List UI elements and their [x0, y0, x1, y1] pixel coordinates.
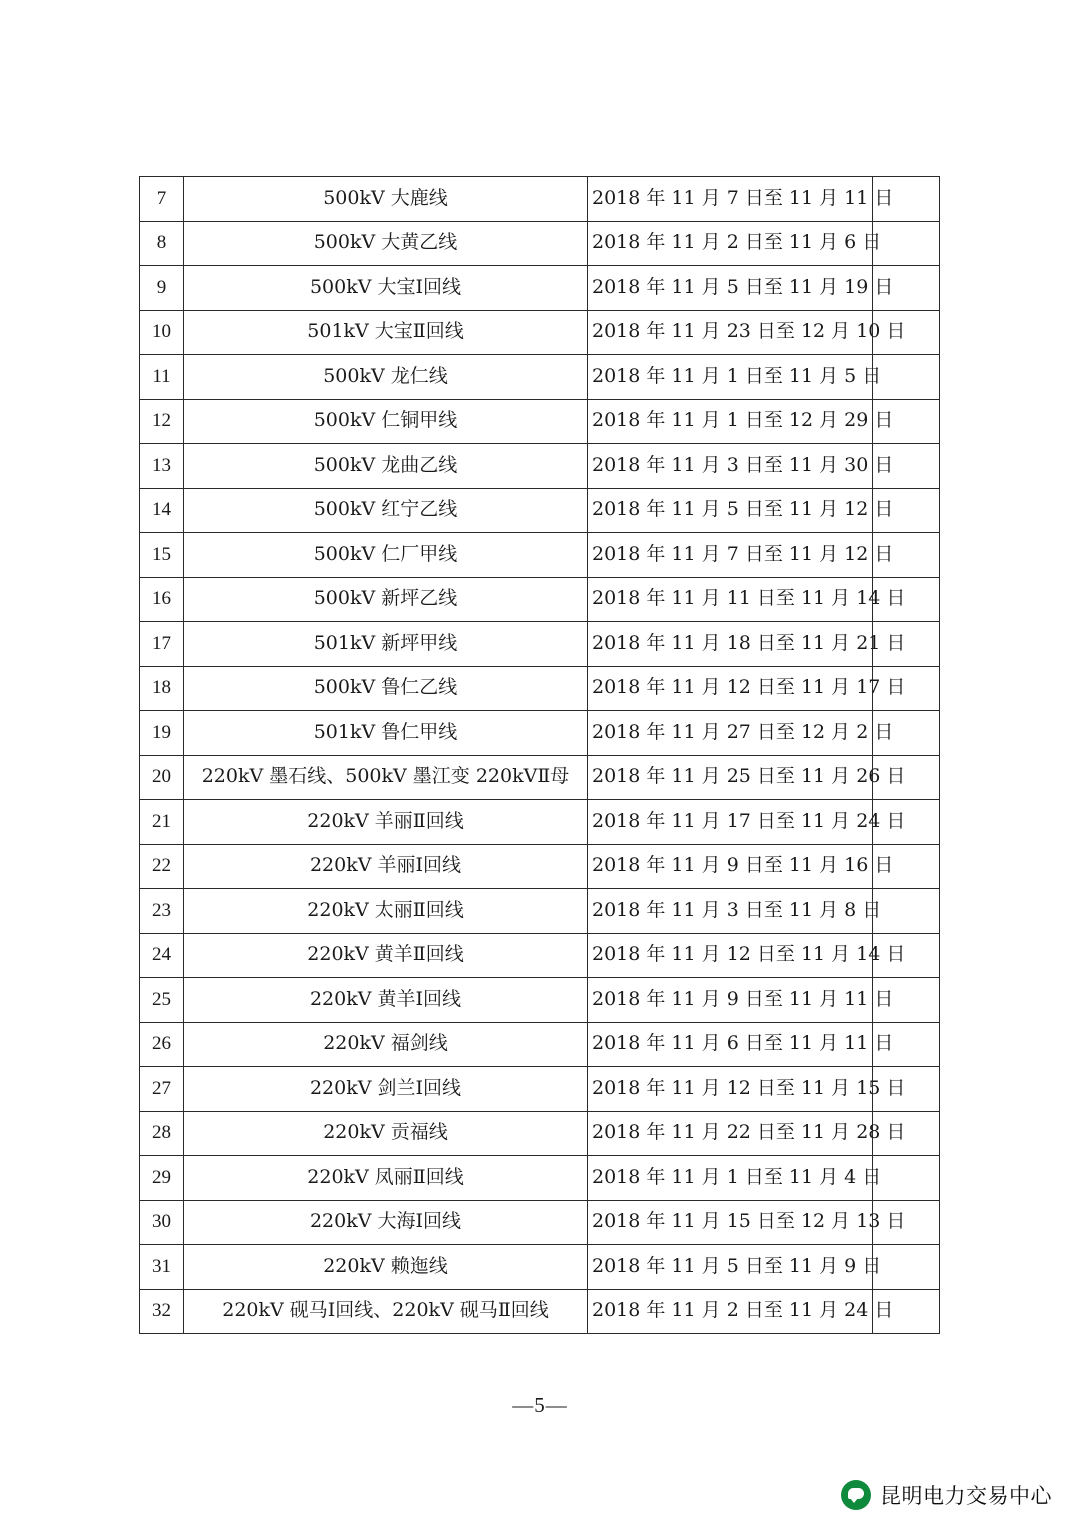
row-index: 16	[140, 577, 184, 622]
row-index: 29	[140, 1156, 184, 1201]
table-row	[140, 221, 940, 266]
outage-period: 2018 年 11 月 25 日至 11 月 26 日	[588, 755, 873, 800]
table-body	[140, 177, 940, 1334]
line-name: 220kV 贡福线	[184, 1111, 588, 1156]
table-row	[140, 1111, 940, 1156]
line-name: 220kV 剑兰Ⅰ回线	[184, 1067, 588, 1112]
line-name: 501kV 鲁仁甲线	[184, 711, 588, 756]
row-index: 28	[140, 1111, 184, 1156]
outage-period: 2018 年 11 月 7 日至 11 月 12 日	[588, 533, 873, 578]
row-index: 8	[140, 221, 184, 266]
line-name: 500kV 大黄乙线	[184, 221, 588, 266]
table-row	[140, 444, 940, 489]
outage-period: 2018 年 11 月 2 日至 11 月 6 日	[588, 221, 873, 266]
table-row	[140, 800, 940, 845]
remark-cell	[873, 221, 940, 266]
wechat-official-account-icon	[841, 1480, 871, 1510]
outage-period: 2018 年 11 月 5 日至 11 月 12 日	[588, 488, 873, 533]
outage-period: 2018 年 11 月 7 日至 11 月 11 日	[588, 177, 873, 222]
outage-period: 2018 年 11 月 1 日至 12 月 29 日	[588, 399, 873, 444]
line-name: 220kV 大海Ⅰ回线	[184, 1200, 588, 1245]
line-name: 220kV 黄羊Ⅰ回线	[184, 978, 588, 1023]
table-row	[140, 889, 940, 934]
outage-period: 2018 年 11 月 3 日至 11 月 30 日	[588, 444, 873, 489]
table-row	[140, 622, 940, 667]
table-row	[140, 533, 940, 578]
line-name: 500kV 红宁乙线	[184, 488, 588, 533]
outage-period: 2018 年 11 月 2 日至 11 月 24 日	[588, 1289, 873, 1334]
table-row	[140, 755, 940, 800]
table-row	[140, 1067, 940, 1112]
line-name: 500kV 大宝Ⅰ回线	[184, 266, 588, 311]
page-number: —5—	[512, 1393, 568, 1417]
row-index: 14	[140, 488, 184, 533]
remark-cell	[873, 889, 940, 934]
outage-period: 2018 年 11 月 1 日至 11 月 4 日	[588, 1156, 873, 1201]
outage-period: 2018 年 11 月 9 日至 11 月 11 日	[588, 978, 873, 1023]
remark-cell	[873, 355, 940, 400]
table-row	[140, 577, 940, 622]
line-name: 500kV 鲁仁乙线	[184, 666, 588, 711]
row-index: 10	[140, 310, 184, 355]
row-index: 26	[140, 1022, 184, 1067]
row-index: 21	[140, 800, 184, 845]
line-name: 220kV 凤丽Ⅱ回线	[184, 1156, 588, 1201]
table-row	[140, 488, 940, 533]
outage-period: 2018 年 11 月 3 日至 11 月 8 日	[588, 889, 873, 934]
table-row	[140, 177, 940, 222]
row-index: 23	[140, 889, 184, 934]
line-name: 220kV 赖迤线	[184, 1245, 588, 1290]
brand-name: 昆明电力交易中心	[880, 1484, 1052, 1508]
line-name: 500kV 大鹿线	[184, 177, 588, 222]
line-name: 220kV 太丽Ⅱ回线	[184, 889, 588, 934]
table-row	[140, 844, 940, 889]
outage-period: 2018 年 11 月 15 日至 12 月 13 日	[588, 1200, 873, 1245]
row-index: 9	[140, 266, 184, 311]
row-index: 20	[140, 755, 184, 800]
table-row	[140, 666, 940, 711]
outage-period: 2018 年 11 月 12 日至 11 月 15 日	[588, 1067, 873, 1112]
outage-period: 2018 年 11 月 6 日至 11 月 11 日	[588, 1022, 873, 1067]
outage-period: 2018 年 11 月 23 日至 12 月 10 日	[588, 310, 873, 355]
outage-period: 2018 年 11 月 11 日至 11 月 14 日	[588, 577, 873, 622]
row-index: 31	[140, 1245, 184, 1290]
outage-period: 2018 年 11 月 12 日至 11 月 14 日	[588, 933, 873, 978]
table-row	[140, 310, 940, 355]
outage-period: 2018 年 11 月 27 日至 12 月 2 日	[588, 711, 873, 756]
row-index: 30	[140, 1200, 184, 1245]
table-row	[140, 355, 940, 400]
table-row	[140, 1289, 940, 1334]
row-index: 32	[140, 1289, 184, 1334]
row-index: 19	[140, 711, 184, 756]
outage-period: 2018 年 11 月 18 日至 11 月 21 日	[588, 622, 873, 667]
line-name: 220kV 羊丽Ⅰ回线	[184, 844, 588, 889]
outage-period: 2018 年 11 月 5 日至 11 月 19 日	[588, 266, 873, 311]
outage-period: 2018 年 11 月 9 日至 11 月 16 日	[588, 844, 873, 889]
line-name: 220kV 砚马Ⅰ回线、220kV 砚马Ⅱ回线	[184, 1289, 588, 1334]
row-index: 15	[140, 533, 184, 578]
row-index: 24	[140, 933, 184, 978]
footer-brand	[841, 1480, 1052, 1510]
outage-period: 2018 年 11 月 17 日至 11 月 24 日	[588, 800, 873, 845]
table-row	[140, 399, 940, 444]
outage-period: 2018 年 11 月 22 日至 11 月 28 日	[588, 1111, 873, 1156]
line-name: 220kV 黄羊Ⅱ回线	[184, 933, 588, 978]
row-index: 7	[140, 177, 184, 222]
row-index: 18	[140, 666, 184, 711]
table-row	[140, 1022, 940, 1067]
outage-period: 2018 年 11 月 1 日至 11 月 5 日	[588, 355, 873, 400]
table-row	[140, 266, 940, 311]
line-name: 500kV 龙曲乙线	[184, 444, 588, 489]
line-name: 220kV 羊丽Ⅱ回线	[184, 800, 588, 845]
line-name: 500kV 龙仁线	[184, 355, 588, 400]
line-name: 220kV 墨石线、500kV 墨江变 220kVⅡ母	[184, 755, 588, 800]
row-index: 11	[140, 355, 184, 400]
line-name: 500kV 仁厂甲线	[184, 533, 588, 578]
line-name: 501kV 新坪甲线	[184, 622, 588, 667]
table-row	[140, 1156, 940, 1201]
outage-schedule-table	[139, 176, 940, 1334]
remark-cell	[873, 1156, 940, 1201]
table-row	[140, 978, 940, 1023]
row-index: 12	[140, 399, 184, 444]
table-row	[140, 1245, 940, 1290]
line-name: 500kV 新坪乙线	[184, 577, 588, 622]
table-row	[140, 1200, 940, 1245]
row-index: 25	[140, 978, 184, 1023]
outage-period: 2018 年 11 月 12 日至 11 月 17 日	[588, 666, 873, 711]
line-name: 501kV 大宝Ⅱ回线	[184, 310, 588, 355]
table-row	[140, 933, 940, 978]
remark-cell	[873, 1245, 940, 1290]
line-name: 500kV 仁铜甲线	[184, 399, 588, 444]
line-name: 220kV 福剑线	[184, 1022, 588, 1067]
outage-period: 2018 年 11 月 5 日至 11 月 9 日	[588, 1245, 873, 1290]
table-row	[140, 711, 940, 756]
row-index: 27	[140, 1067, 184, 1112]
row-index: 22	[140, 844, 184, 889]
row-index: 17	[140, 622, 184, 667]
row-index: 13	[140, 444, 184, 489]
